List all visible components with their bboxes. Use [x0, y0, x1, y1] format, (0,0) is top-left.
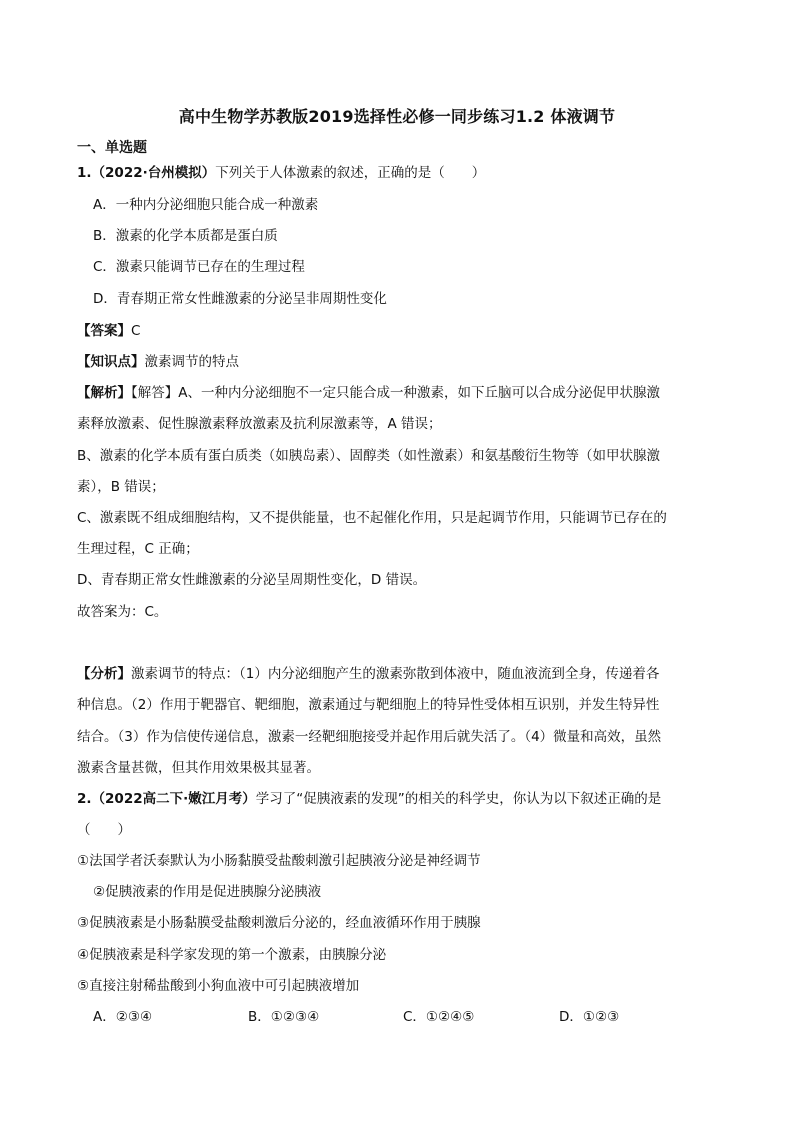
question-2-option-c: C．①②④⑤ [403, 1009, 475, 1025]
question-1-option-d: D．青春期正常女性雌激素的分泌呈非周期性变化 [93, 291, 387, 307]
knowledge-label: 【知识点】 [77, 354, 145, 370]
analysis-line: 故答案为：C。 [77, 604, 168, 620]
analysis-line: C、激素既不组成细胞结构，又不提供能量，也不起催化作用，只是起调节作用，只能调节已存在的 [77, 510, 667, 526]
fenxi-label: 【分析】 [77, 666, 131, 682]
analysis-line: D、青春期正常女性雌激素的分泌呈周期性变化，D 错误。 [77, 572, 427, 588]
question-1-source: （2022·台州模拟） [91, 165, 216, 181]
question-1-option-c: C．激素只能调节已存在的生理过程 [93, 259, 305, 275]
question-2-statement-3: ③促胰液素是小肠黏膜受盐酸刺激后分泌的，经血液循环作用于胰腺 [77, 915, 481, 931]
knowledge-value: 激素调节的特点 [144, 354, 239, 370]
fenxi-text: 激素调节的特点：（1）内分泌细胞产生的激素弥散到体液中，随血液流到全身，传递着各 [131, 666, 660, 682]
question-2-number: 2. [77, 791, 92, 807]
analysis-line: B、激素的化学本质有蛋白质类（如胰岛素）、固醇类（如性激素）和氨基酸衍生物等（如甲状腺激 [77, 448, 661, 464]
fenxi-line: 激素含量甚微，但其作用效果极其显著。 [77, 760, 320, 776]
question-2-option-d: D．①②③ [559, 1009, 620, 1025]
question-1-knowledge [77, 352, 239, 372]
question-1-answer [77, 321, 140, 341]
question-2-statement-2: ②促胰液素的作用是促进胰腺分泌胰液 [93, 884, 322, 900]
question-2-option-a: A．②③④ [93, 1009, 153, 1025]
analysis-line: 生理过程，C 正确； [77, 541, 199, 557]
question-2-statement-1: ①法国学者沃泰默认为小肠黏膜受盐酸刺激引起胰液分泌是神经调节 [77, 853, 481, 869]
question-2-stem [77, 789, 661, 809]
question-2-source: （2022高二下·嫩江月考） [91, 791, 256, 807]
fenxi-line: 种信息。（2）作用于靶器官、靶细胞，激素通过与靶细胞上的特异性受体相互识别，并发生特异性 [77, 697, 660, 713]
fenxi-line: 结合。（3）作为信使传递信息，激素一经靶细胞接受并起作用后就失活了。（4）微量和高效，虽然 [77, 729, 662, 745]
analysis-line [77, 383, 660, 403]
question-1-text: 下列关于人体激素的叙述，正确的是（ ） [215, 165, 486, 181]
analysis-label: 【解析】 [77, 385, 131, 401]
question-1-number: 1. [77, 165, 92, 181]
analysis-line: 素），B 错误； [77, 479, 165, 495]
question-1-option-b: B．激素的化学本质都是蛋白质 [93, 228, 278, 244]
fenxi-line [77, 664, 659, 684]
analysis-line: 素释放激素、促性腺激素释放激素及抗利尿激素等，A 错误； [77, 416, 442, 432]
question-2-paren: （ ） [77, 822, 131, 838]
page-title: 高中生物学苏教版2019选择性必修一同步练习1.2 体液调节 [178, 107, 616, 126]
analysis-text: 【解答】A、一种内分泌细胞不一定只能合成一种激素，如下丘脑可以合成分泌促甲状腺激 [131, 385, 660, 401]
question-2-option-b: B．①②③④ [248, 1009, 320, 1025]
question-1-stem [77, 163, 485, 183]
question-2-statement-5: ⑤直接注射稀盐酸到小狗血液中可引起胰液增加 [77, 978, 360, 994]
answer-label: 【答案】 [77, 323, 131, 339]
section-heading: 一、单选题 [77, 140, 147, 156]
question-1-option-a: A．一种内分泌细胞只能合成一种激素 [93, 197, 319, 213]
answer-value: C [131, 323, 141, 339]
question-2-statement-4: ④促胰液素是科学家发现的第一个激素，由胰腺分泌 [77, 947, 387, 963]
question-2-text: 学习了“促胰液素的发现”的相关的科学史，你认为以下叙述正确的是 [255, 791, 662, 807]
